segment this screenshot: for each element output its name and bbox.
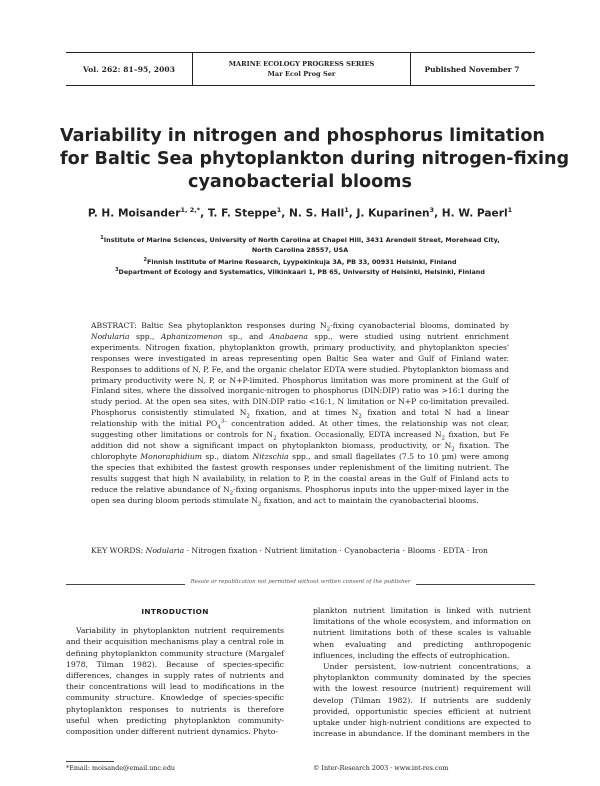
taxon-name: Aphanizomenon <box>160 331 223 341</box>
subscript: 2 <box>326 326 331 333</box>
abstract-text: sp., and <box>222 331 270 341</box>
title-line: Variability in nitrogen and phosphorus limitation <box>60 126 545 146</box>
author-name: N. S. Hall <box>289 207 345 220</box>
abstract-text: fixation and total N had a linear relationship with the initial PO <box>91 408 509 429</box>
affiliation-3 <box>100 266 500 278</box>
abstract-text: -fixing cyanobacterial blooms, dominated by <box>330 321 509 330</box>
taxon-name: Nodularia <box>91 331 130 341</box>
author-list: P. H. Moisander$^{1, 2,*}$, T. F. Steppe$^1$, N. S. Hall$^1$, J. Kuparinen$^3$, H. W. Paerl$^1$ <box>87 206 513 220</box>
author-name: T. F. Steppe <box>207 207 277 220</box>
abstract-text: fixation. The chlorophyte <box>91 440 509 461</box>
subscript: 2 <box>273 435 277 442</box>
abstract-text: spp., and small flagellates (7.5 to 10 µm) were among the species that exhibited the fastest growth responses under replenishment of the limiting nutrient. The results suggest that high N availability, in relation to P, in the coastal areas in the Gulf of Finland acts to reduce the relative abundance of N <box>91 451 509 494</box>
body-paragraph: Under persistent, low-nutrient concentrations, a phytoplankton community dominated by the species with the lowest resource (nutrient) requirement will develop (Tilman 1982). If nutrients are suddenly provided, opportunistic species efficient at nutrient uptake under high-nutrient conditions are expected to increase in abundance. If the dominant members in the <box>313 662 531 739</box>
journal-title-block <box>192 53 411 85</box>
journal-header <box>66 52 535 86</box>
keywords <box>91 546 509 557</box>
author-name: P. H. Moisander <box>87 207 181 220</box>
abstract-text: spp., were studied using nutrient enrichment experiments. Nitrogen fixation, phytoplankton growth, primary productivity, and phytoplankton species' responses were investigated in areas representing open Baltic Sea water and Gulf of Finland water. Responses to additions of N, P, Fe, and the organic chelator EDTA were studied. Phytoplankton biomass and primary productivity were N, P, or N+P-limited. Phosphorus limitation was more prominent at the Gulf of Finland sites, where the dissolved inorganic-nitrogen to phosphorus (DIN:DIP) ratio was >16:1 during the study period. At the open sea sites, with DIN:DIP ratio <16:1, N limitation or N+P co-limitation prevailed. Phosphorus consistently stimulated N <box>91 331 509 418</box>
affiliation-number: 1 <box>100 235 104 241</box>
abstract-text: Baltic Sea phytoplankton responses during N <box>136 321 327 330</box>
abstract-label: ABSTRACT: <box>91 321 137 330</box>
title-line: for Baltic Sea phytoplankton during nitrogen-fixing <box>60 149 570 169</box>
author-affiliation-marker: 1 <box>507 206 513 214</box>
affiliation-text: North Carolina 28557, USA <box>251 245 349 254</box>
section-heading: INTRODUCTION <box>141 607 209 616</box>
abstract-text: fixation, but Fe addition did not show a significant impact on phytoplankton biomass, productivity, or N <box>91 430 509 450</box>
abstract <box>91 321 509 506</box>
author-affiliation-marker: 3 <box>429 206 435 214</box>
abstract-text: -fixing organisms. Phosphorus inputs into the upper-mixed layer in the open sea during bloom periods stimulate N <box>91 484 509 505</box>
subscript: 2 <box>257 501 262 508</box>
journal-name: MARINE ECOLOGY PROGRESS SERIES <box>228 60 375 68</box>
published-date: Published November 7 <box>424 64 520 74</box>
subscript: 2 <box>441 435 445 442</box>
abstract-text: spp., <box>129 331 161 341</box>
journal-abbrev: Mar Ecol Prog Ser <box>267 70 336 78</box>
body-column-left <box>66 606 284 737</box>
affiliation-text: Finnish Institute of Marine Research, Lyypekinkuja 3A, PB 33, 00931 Helsinki, Finland <box>146 258 457 267</box>
author-affiliation-marker: 1, 2,* <box>180 206 201 214</box>
affiliation-text: Department of Ecology and Systematics, Viikinkaari 1, PB 65, University of Helsinki, Helsinki, Finland <box>118 268 485 277</box>
affiliation-text: Institute of Marine Sciences, University of North Carolina at Chapel Hill, 3431 Arendell Street, Morehead City, <box>103 236 500 245</box>
affiliation-1 <box>100 234 500 255</box>
affiliation-number: 2 <box>143 257 147 263</box>
body-paragraph: Variability in phytoplankton nutrient requirements and their acquisition mechanisms play a central role in defining phytoplankton community structure (Margalef 1978, Tilman 1982). Because of species-specific differences, changes in supply rates of nutrients and their concentrations will lead to modifications in the community structure. Knowledge of species-specific phytoplankton responses to nutrients is therefore useful when predicting phytoplankton community-composition under different nutrient dynamics. Phyto- <box>66 626 284 737</box>
subscript: 4 <box>217 424 221 431</box>
taxon-name: Monoraphidium <box>140 451 202 461</box>
title-line: cyanobacterial blooms <box>188 172 412 192</box>
copyright-notice: © Inter-Research 2003 · www.int-res.com <box>313 764 449 772</box>
taxon-name: Anabaena <box>269 331 308 341</box>
abstract-text: fixation. Occasionally, EDTA increased N <box>276 430 442 440</box>
corresponding-email: *Email: moisande@email.unc.edu <box>66 764 176 772</box>
abstract-text: fixation, and at times N <box>249 408 359 418</box>
abstract-text: sp., diatom <box>201 451 253 461</box>
superscript: 3– <box>220 418 227 425</box>
affiliation-number: 3 <box>115 267 119 273</box>
keywords-label: KEY WORDS: <box>91 546 144 555</box>
abstract-text: fixation, and act to maintain the cyanobacterial blooms. <box>261 495 479 505</box>
keyword-taxon: Nodularia <box>145 546 185 555</box>
footnote-divider <box>66 761 114 762</box>
author-affiliation-marker: 1 <box>276 206 282 214</box>
author-name: H. W. Paerl <box>441 207 508 220</box>
keywords-list: · Nitrogen fixation · Nutrient limitation · Cyanobacteria · Blooms · EDTA · Iron <box>184 546 488 555</box>
subscript: 2 <box>229 490 234 497</box>
volume-info: Vol. 262: 81–95, 2003 <box>82 64 176 74</box>
abstract-text: concentration added. At other times, the relationship was not clear, suggesting other limitations or controls for N <box>91 419 509 440</box>
subscript: 2 <box>451 446 455 453</box>
taxon-name: Nitzschia <box>252 451 289 461</box>
republication-notice <box>66 579 535 589</box>
body-paragraph: plankton nutrient limitation is linked with nutrient limitations of the whole ecosystem, and information on nutrient limitations both of these scales is valuable when evaluating and predicting anthropogenic influences, including the effects of eutrophication. <box>313 606 531 660</box>
notice-text: Resale or republication not permitted without written consent of the publisher <box>185 579 417 585</box>
subscript: 2 <box>246 413 250 420</box>
author-name: J. Kuparinen <box>356 207 430 220</box>
body-column-right <box>313 605 531 739</box>
author-affiliation-marker: 1 <box>344 206 349 214</box>
subscript: 2 <box>358 413 362 420</box>
article-title <box>60 125 570 194</box>
